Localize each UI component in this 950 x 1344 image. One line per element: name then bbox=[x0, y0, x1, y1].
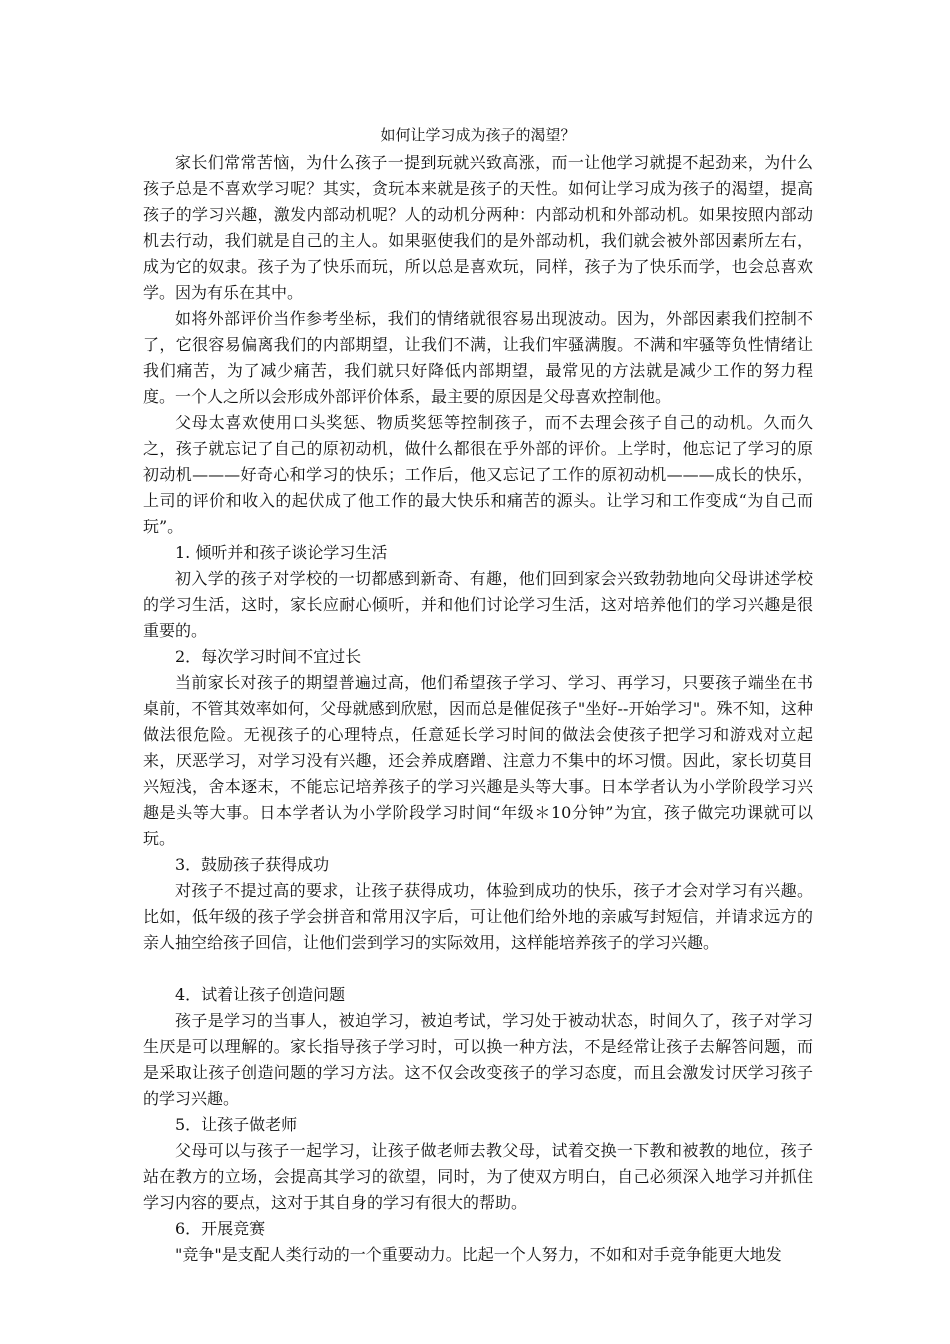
section-body: 初入学的孩子对学校的一切都感到新奇、有趣，他们回到家会兴致勃勃地向父母讲述学校的学习生活，这时，家长应耐心倾听，并和他们讨论学习生活，这对培养他们的学习兴趣是很重要的。 bbox=[143, 569, 813, 640]
document-title: 如何让学习成为孩子的渴望？ bbox=[380, 126, 576, 144]
section-heading: 6．开展竞赛 bbox=[175, 1219, 266, 1238]
section-heading: 5．让孩子做老师 bbox=[175, 1115, 298, 1134]
blank-line bbox=[143, 956, 813, 982]
intro-paragraph: 父母太喜欢使用口头奖惩、物质奖惩等控制孩子，而不去理会孩子自己的动机。久而久之，孩子就忘记了自己的原初动机，做什么都很在乎外部的评价。上学时，他忘记了学习的原初动机———好奇心和学习的快乐；工作后，他又忘记了工作的原初动机———成长的快乐，上司的评价和收入的起伏成了他工作的最大快乐和痛苦的源头。让学习和工作变成“为自己而玩”。 bbox=[143, 413, 813, 536]
section-body: 当前家长对孩子的期望普遍过高，他们希望孩子学习、学习、再学习，只要孩子端坐在书桌前，不管其效率如何，父母就感到欣慰，因而总是催促孩子"坐好--开始学习"。殊不知，这种做法很危险。无视孩子的心理特点，任意延长学习时间的做法会使孩子把学习和游戏对立起来，厌恶学习，对学习没有兴趣，还会养成磨蹭、注意力不集中的坏习惯。因此，家长切莫目兴短浅，舍本逐末，不能忘记培养孩子的学习兴趣是头等大事。日本学者认为小学阶段学习兴趣是头等大事。日本学者认为小学阶段学习时间“年级＊10分钟”为宜，孩子做完功课就可以玩。 bbox=[143, 673, 813, 848]
section-heading: 3．鼓励孩子获得成功 bbox=[175, 855, 330, 874]
intro-paragraph: 家长们常常苦恼，为什么孩子一提到玩就兴致高涨，而一让他学习就提不起劲来，为什么孩子总是不喜欢学习呢？其实，贪玩本来就是孩子的天性。如何让学习成为孩子的渴望，提高孩子的学习兴趣，激发内部动机呢？人的动机分两种：内部动机和外部动机。如果按照内部动机去行动，我们就是自己的主人。如果驱使我们的是外部动机，我们就会被外部因素所左右，成为它的奴隶。孩子为了快乐而玩，所以总是喜欢玩，同样，孩子为了快乐而学，也会总喜欢学。因为有乐在其中。 bbox=[143, 153, 813, 302]
section-body: 孩子是学习的当事人，被迫学习，被迫考试，学习处于被动状态，时间久了，孩子对学习生厌是可以理解的。家长指导孩子学习时，可以换一种方法，不是经常让孩子去解答问题，而是采取让孩子创造问题的学习方法。这不仅会改变孩子的学习态度，而且会激发讨厌学习孩子的学习兴趣。 bbox=[143, 1011, 813, 1108]
section-body: 父母可以与孩子一起学习，让孩子做老师去教父母，试着交换一下教和被教的地位，孩子站在教方的立场，会提高其学习的欲望，同时，为了使双方明白，自己必须深入地学习并抓住学习内容的要点，这对于其自身的学习有很大的帮助。 bbox=[143, 1141, 813, 1212]
section-heading: 1. 倾听并和孩子谈论学习生活 bbox=[175, 543, 388, 562]
section-heading: 2．每次学习时间不宜过长 bbox=[175, 647, 362, 666]
section-body: "竞争"是支配人类行动的一个重要动力。比起一个人努力，不如和对手竞争能更大地发 bbox=[175, 1245, 782, 1264]
intro-paragraph: 如将外部评价当作参考坐标，我们的情绪就很容易出现波动。因为，外部因素我们控制不了，它很容易偏离我们的内部期望，让我们不满，让我们牢骚满腹。不满和牢骚等负性情绪让我们痛苦，为了减少痛苦，我们就只好降低内部期望，最常见的方法就是减少工作的努力程度。一个人之所以会形成外部评价体系，最主要的原因是父母喜欢控制他。 bbox=[143, 309, 813, 406]
section-heading: 4．试着让孩子创造问题 bbox=[175, 985, 346, 1004]
section-body: 对孩子不提过高的要求，让孩子获得成功，体验到成功的快乐，孩子才会对学习有兴趣。比如，低年级的孩子学会拼音和常用汉字后，可让他们给外地的亲戚写封短信，并请求远方的亲人抽空给孩子回信，让他们尝到学习的实际效用，这样能培养孩子的学习兴趣。 bbox=[143, 881, 813, 952]
document-page bbox=[143, 122, 813, 1268]
